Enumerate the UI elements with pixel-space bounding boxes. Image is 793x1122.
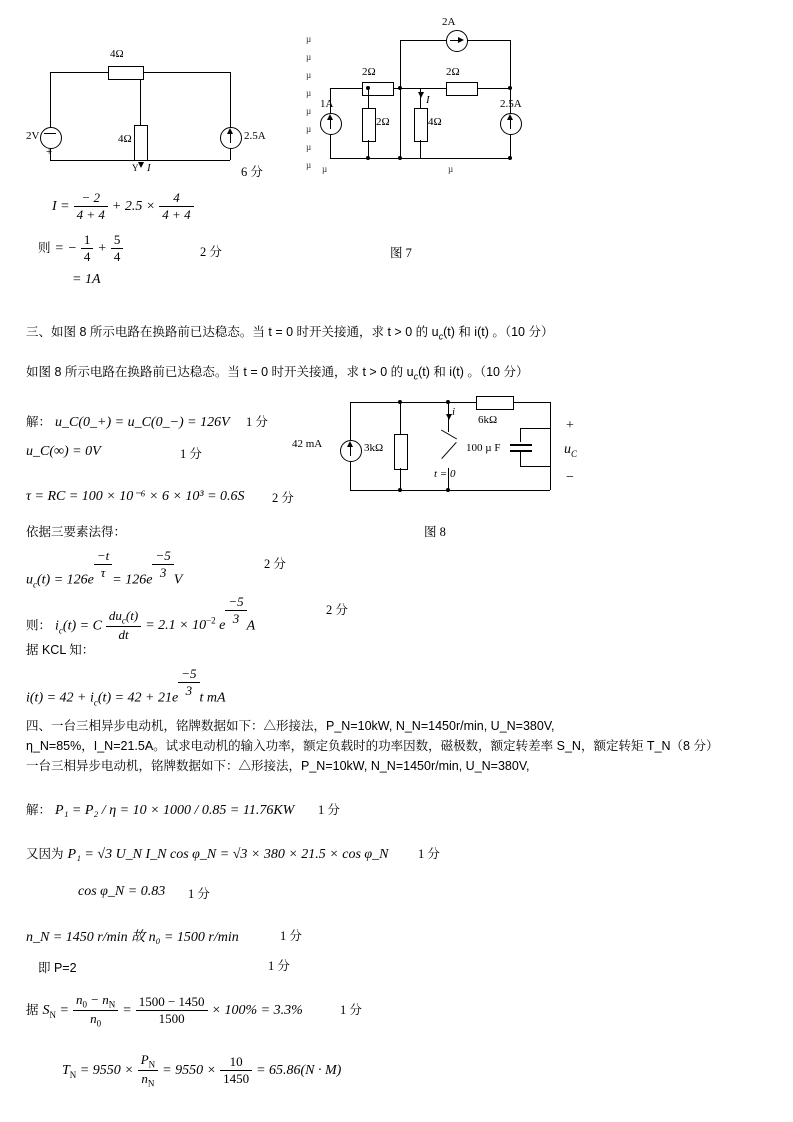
tn-f1-num: $P_N$ <box>138 1052 158 1071</box>
s3-score3: 2 分 <box>272 491 294 505</box>
eq-equals-minus: = − <box>54 241 77 257</box>
s4-score1: 1 分 <box>318 803 340 817</box>
s3-eq-uc <box>26 548 182 590</box>
label-1a-source: 1A <box>320 98 334 110</box>
uc-lhs-sub: c <box>33 579 37 590</box>
s4-eq2-prefix: 又因为 <box>26 847 64 861</box>
it-exp-num: −5 <box>178 666 199 683</box>
it-exp-den: 3 <box>185 683 193 698</box>
section3-heading-b: (t) 和 i(t) 。（10 分） <box>443 325 554 339</box>
s4-eq1: P₁ = P₂ / η = 10 × 1000 / 0.85 = 11.76KW <box>55 803 295 818</box>
ic-rhs: = $2.1 \times 10^{-2}$ e <box>145 615 226 634</box>
ic-exp-den: 3 <box>232 611 240 626</box>
node-mark-y: Y <box>132 163 139 173</box>
figure7-caption: 图 7 <box>390 246 412 260</box>
sn-f2-num: 1500 − 1450 <box>136 994 208 1011</box>
label-top-resistor: 4Ω <box>110 48 124 60</box>
section4-heading3: 一台三相异步电动机，铭牌数据如下：△形接法，P_N=10kW, N_N=1450r/min, U_N=380V, <box>26 759 530 773</box>
frac-minus-5-3 <box>152 548 173 581</box>
side-mark-2: µ <box>306 70 312 80</box>
uc-exp-den: τ <box>100 565 106 580</box>
label-4ohm: 4Ω <box>428 116 442 128</box>
sn-f2-den: 1500 <box>158 1010 185 1026</box>
equation-I-step2 <box>38 232 123 265</box>
ic-frac-den: dt <box>118 626 129 642</box>
side-mark-0: µ <box>306 34 312 44</box>
frac4-den: 4 <box>113 249 121 264</box>
equation-I-result: = 1A <box>72 272 101 287</box>
s3-eq-it <box>26 666 226 708</box>
it-mid: (t) = 42 + 21e <box>97 690 179 706</box>
label-6k: 6kΩ <box>478 414 498 426</box>
section4-heading: 四、一台三相异步电动机，铭牌数据如下：△形接法，P_N=10kW, N_N=1450r/min, U_N=380V, <box>26 719 555 733</box>
label-switch: t = 0 <box>434 468 456 480</box>
s4-eq2: P₁ = √3 U_N I_N cos φ_N = √3 × 380 × 21.5 × cos φ_N <box>67 847 389 862</box>
tn-f2-num: 10 <box>220 1054 252 1071</box>
s4-eq5-prefix: 据 <box>26 1002 39 1017</box>
s4-eq6-row <box>62 1052 341 1088</box>
it-unit: mA <box>203 690 226 706</box>
sn-lhs: S <box>42 1002 50 1018</box>
ic-exp-num: −5 <box>225 594 246 611</box>
frac-minus2-over-8 <box>74 190 108 223</box>
circuit-diagram-right <box>300 18 550 188</box>
tn-result: = 65.86(N · M) <box>256 1062 342 1078</box>
frac-1-over-4 <box>81 232 94 265</box>
frac1-den: 4 + 4 <box>76 207 105 222</box>
frac1-num: − 2 <box>74 190 108 207</box>
uc-exp2-den: 3 <box>159 565 167 580</box>
frac-minus-5-3b <box>225 594 246 627</box>
uc-fig8-sub: C <box>571 449 578 460</box>
ic-frac-num: $du_c(t)$ <box>106 608 141 627</box>
s4-eq3: cos φ_N = 0.83 <box>78 884 166 899</box>
tn-eq2: = 9550 × <box>162 1062 217 1078</box>
section3-heading-a: 三、如图 8 所示电路在换路前已达稳态。当 t = 0 时开关接通，求 t > 0 的 u <box>26 325 439 339</box>
sn-eq2: = <box>122 1002 132 1018</box>
section3-repeat <box>26 362 766 382</box>
sn-f1-num: $n_0 - n_N$ <box>73 992 118 1011</box>
s3-line1 <box>26 412 230 431</box>
s3-eq3: τ = RC = 100 × 10⁻⁶ × 6 × 10³ = 0.6S <box>26 489 245 504</box>
label-mid-resistor: 4Ω <box>118 133 132 145</box>
s4-pole-count: 即 P=2 <box>38 961 77 975</box>
resistor-2ohm-top-right <box>446 82 478 96</box>
label-uc-fig8 <box>564 440 577 459</box>
label-3k: 3kΩ <box>364 442 384 454</box>
frac-4-over-8 <box>159 190 193 223</box>
s3-score2: 1 分 <box>180 447 202 461</box>
side-mark-4: µ <box>306 106 312 116</box>
it-t: t <box>199 690 204 706</box>
plus-sign-source: + <box>46 146 53 158</box>
section4-heading2: η_N=85%，I_N=21.5A。试求电动机的输入功率，额定负载时的功率因数，磁极数，额定转差率 S_N，额定转矩 T_N（8 分） <box>26 739 719 753</box>
frac-10-1450 <box>220 1054 252 1087</box>
tn-sub: N <box>69 1069 77 1080</box>
side-mark-3: µ <box>306 88 312 98</box>
s4-score3: 1 分 <box>188 887 210 901</box>
uc-fig8-main: u <box>564 442 571 457</box>
frac2-num: 4 <box>159 190 193 207</box>
s4-sol-label: 解： <box>26 803 52 817</box>
s3-score5: 2 分 <box>326 603 348 617</box>
frac-sn-2 <box>136 994 208 1027</box>
sn-f1-den: $n_0$ <box>90 1010 102 1029</box>
s3-three-element-note: 依据三要素法得： <box>26 525 127 539</box>
circuit-diagram-fig8 <box>292 398 590 508</box>
section3-heading <box>26 322 766 342</box>
uc-mid: = 126e <box>112 572 153 588</box>
sn-sub: N <box>49 1009 57 1020</box>
uc-lhs: u <box>26 572 33 588</box>
tn-lhs: T <box>62 1062 70 1078</box>
ic-lhs: i <box>55 618 59 634</box>
resistor-3k <box>394 434 408 470</box>
it-sub: c <box>93 697 98 708</box>
it-lhs: i(t) = 42 + i <box>26 690 94 706</box>
tn-f2-den: 1450 <box>223 1070 250 1086</box>
eq-plus-term: + 2.5 × <box>111 199 156 215</box>
resistor-6k <box>476 396 514 410</box>
frac-minus-t-tau <box>94 548 112 581</box>
uc-exp-num: −t <box>94 548 112 565</box>
ic-lhs-sub: c <box>58 625 63 636</box>
plus-sign-cap: + <box>566 418 574 433</box>
side-mark-7: µ <box>306 160 312 170</box>
s3-score4: 2 分 <box>264 557 286 571</box>
equation-I <box>52 190 194 223</box>
resistor-2ohm-left <box>362 108 376 142</box>
eq-ze-prefix: 则 <box>38 241 51 256</box>
s3-eq1: u_C(0_+) = u_C(0_−) = 126V <box>55 415 230 430</box>
tn-eq: = 9550 × <box>76 1062 134 1078</box>
section3-repeat-a: 如图 8 所示电路在换路前已达稳态。当 t = 0 时开关接通，求 t > 0 的 u <box>26 365 414 379</box>
frac4-num: 5 <box>111 232 124 249</box>
eq-plus-sign: + <box>97 241 107 257</box>
label-2ohm-top-right: 2Ω <box>446 66 460 78</box>
s4-score4: 1 分 <box>280 929 302 943</box>
label-current-source: 2.5A <box>244 130 266 142</box>
uc-unit: V <box>173 572 183 588</box>
resistor-4ohm-mid-right <box>414 108 428 142</box>
ic-unit: A <box>246 618 256 634</box>
side-mark-5: µ <box>306 124 312 134</box>
frac-5-over-4 <box>111 232 124 265</box>
figure8-caption: 图 8 <box>424 525 446 539</box>
label-current-I: I <box>147 162 151 174</box>
s3-sol-label: 解： <box>26 415 52 429</box>
section3-heading-sub: c <box>438 331 444 342</box>
resistor-4ohm-top <box>108 66 144 80</box>
side-mark-6: µ <box>306 142 312 152</box>
score-6-fen: 6 分 <box>241 165 263 179</box>
tn-f1-den: $n_N$ <box>141 1070 155 1089</box>
s4-eq2-row <box>26 844 388 863</box>
frac-sn-1 <box>73 992 118 1028</box>
label-current-i-fig8: i <box>452 406 456 418</box>
current-source-2a <box>446 30 468 52</box>
label-voltage-source: 2V <box>26 130 40 142</box>
uc-lhs-arg: (t) = 126e <box>37 572 94 588</box>
s4-score2: 1 分 <box>418 847 440 861</box>
s3-ze-prefix: 则： <box>26 618 52 633</box>
label-2ohm-top-left: 2Ω <box>362 66 376 78</box>
s4-eq1-row <box>26 800 294 819</box>
label-2a-source: 2A <box>442 16 456 28</box>
s4-eq5-row <box>26 992 303 1028</box>
label-2ohm-left: 2Ω <box>376 116 390 128</box>
frac3-den: 4 <box>83 249 91 264</box>
s3-eq2: u_C(∞) = 0V <box>26 444 101 459</box>
sn-eq: = <box>56 1002 69 1018</box>
minus-sign-cap: − <box>566 470 574 485</box>
frac-minus-5t-3 <box>178 666 199 699</box>
sn-result: × 100% = 3.3% <box>211 1002 303 1018</box>
frac3-num: 1 <box>81 232 94 249</box>
eq-I-prefix: I = <box>52 199 70 215</box>
ic-lhs-arg: (t) = C <box>62 618 102 634</box>
bottom-mark-1: µ <box>448 164 454 174</box>
frac-pn-nn <box>138 1052 158 1088</box>
label-capacitor: 100 µ F <box>466 442 501 454</box>
s3-score1: 1 分 <box>246 415 268 429</box>
s4-eq4: n_N = 1450 r/min 故 n₀ = 1500 r/min <box>26 930 239 945</box>
frac-duc-dt <box>106 608 141 643</box>
s4-score5: 1 分 <box>268 959 290 973</box>
section3-repeat-b: (t) 和 i(t) 。（10 分） <box>418 365 529 379</box>
label-current-I-right: I <box>426 94 430 106</box>
score-2-fen-a: 2 分 <box>200 245 222 259</box>
label-42ma: 42 mA <box>292 438 323 450</box>
s3-eq-ic <box>26 594 255 643</box>
section3-repeat-sub: c <box>413 371 419 382</box>
frac2-den: 4 + 4 <box>162 207 191 222</box>
side-mark-1: µ <box>306 52 312 62</box>
label-2p5a-source: 2.5A <box>500 98 522 110</box>
bottom-mark-0: µ <box>322 164 328 174</box>
s3-kcl-note: 据 KCL 知： <box>26 643 95 657</box>
s4-score6: 1 分 <box>340 1003 362 1017</box>
resistor-4ohm-mid <box>134 125 148 161</box>
uc-exp2-num: −5 <box>152 548 173 565</box>
